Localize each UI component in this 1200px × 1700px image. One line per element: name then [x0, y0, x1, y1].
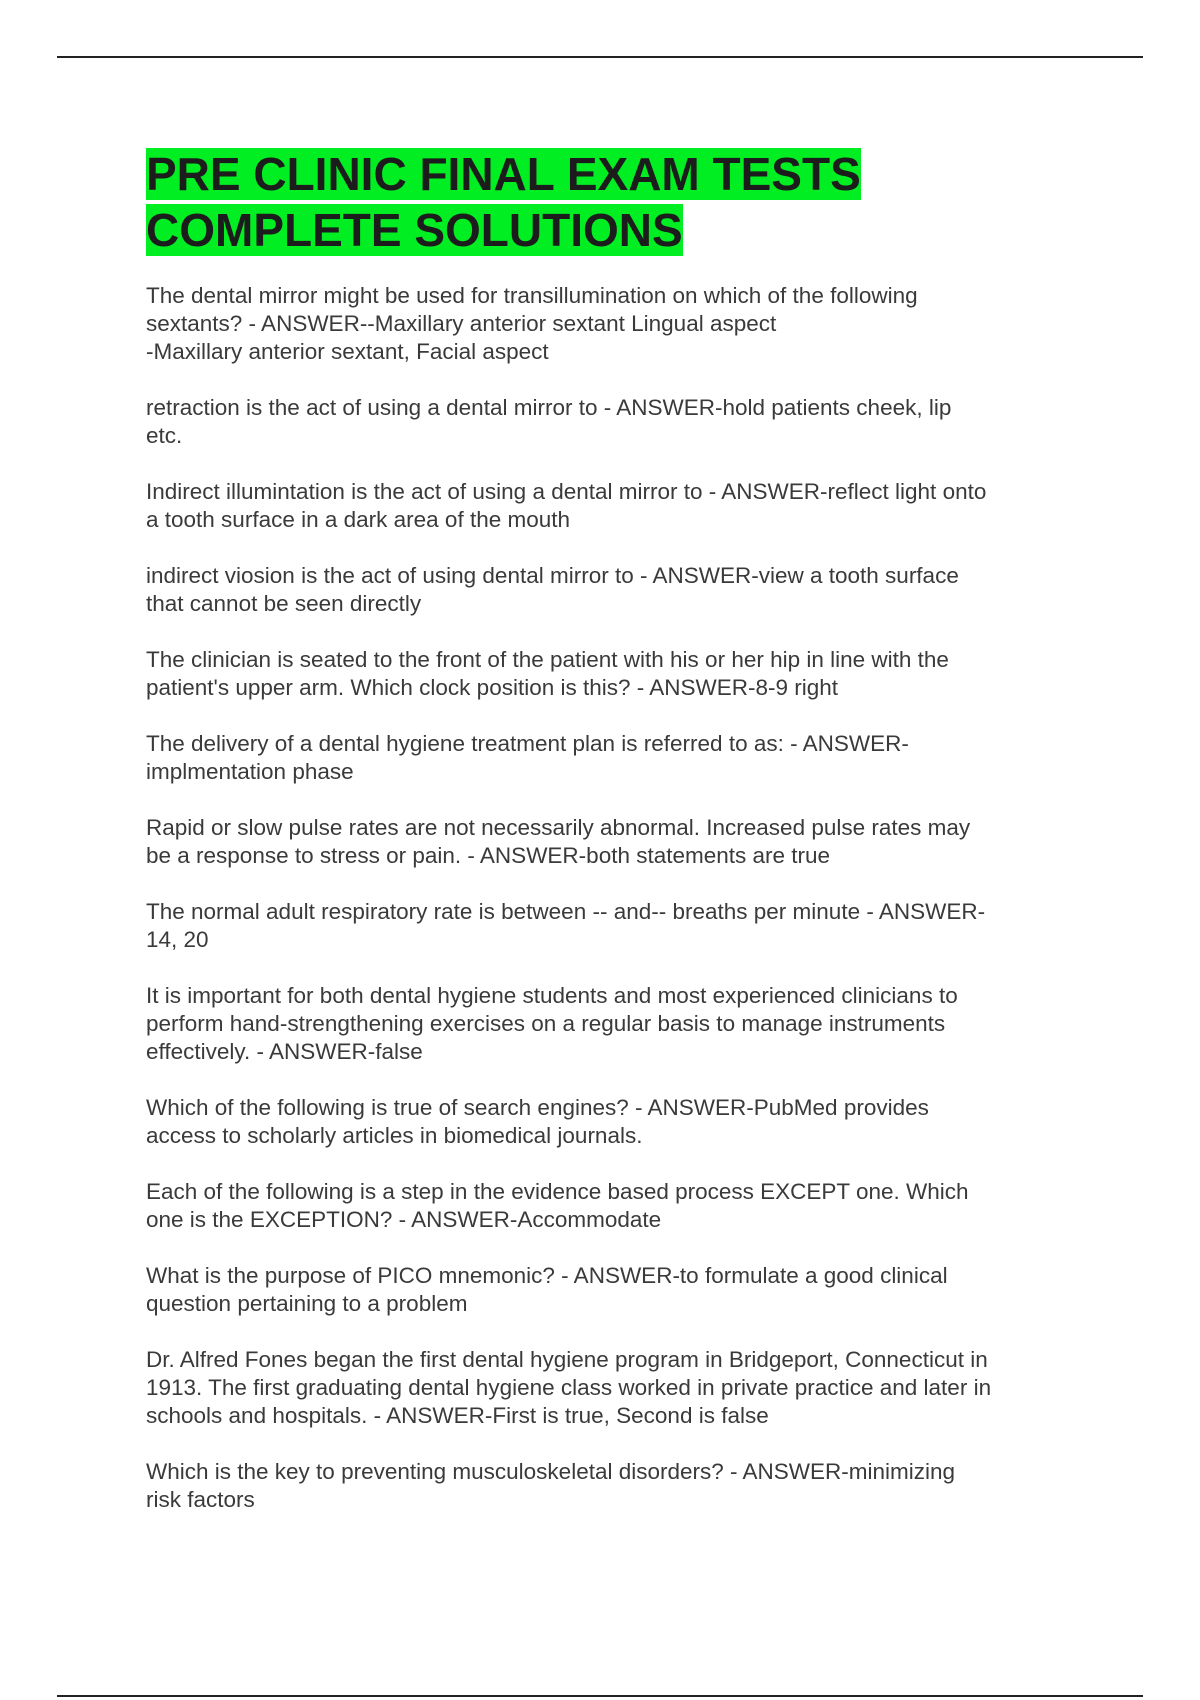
qa-item-2: retraction is the act of using a dental mirror to - ANSWER-hold patients cheek, lip etc.	[146, 395, 952, 448]
qa-item-14: Which is the key to preventing musculoskeletal disorders? - ANSWER-minimizing risk factors	[146, 1459, 956, 1512]
qa-item-10: Which of the following is true of search engines? - ANSWER-PubMed provides access to scholarly articles in biomedical journals.	[146, 1095, 929, 1148]
qa-item-11: Each of the following is a step in the evidence based process EXCEPT one. Which one is the EXCEPTION? - ANSWER-Accommodate	[146, 1179, 969, 1232]
qa-item-5: The clinician is seated to the front of the patient with his or her hip in line with the patient's upper arm. Which clock position is this? - ANSWER-8-9 right	[146, 647, 949, 700]
title-line-2: COMPLETE SOLUTIONS	[146, 204, 683, 256]
qa-item-6: The delivery of a dental hygiene treatment plan is referred to as: - ANSWER- implmentation phase	[146, 731, 909, 784]
qa-item-1: The dental mirror might be used for transillumination on which of the following sextants? - ANSWER--Maxillary anterior sextant Lingual aspect -Maxillary anterior sextant, Facial aspect	[146, 283, 918, 364]
document-body	[146, 146, 1066, 1542]
qa-item-8: The normal adult respiratory rate is between -- and-- breaths per minute - ANSWER- 14, 20	[146, 899, 986, 952]
top-rule	[57, 56, 1143, 58]
qa-item-7: Rapid or slow pulse rates are not necessarily abnormal. Increased pulse rates may be a response to stress or pain. - ANSWER-both statements are true	[146, 815, 971, 868]
qa-item-4: indirect viosion is the act of using dental mirror to - ANSWER-view a tooth surface that cannot be seen directly	[146, 563, 959, 616]
bottom-rule	[57, 1695, 1143, 1697]
qa-item-13: Dr. Alfred Fones began the first dental hygiene program in Bridgeport, Connecticut in 1913. The first graduating dental hygiene class worked in private practice and later in schools and hospitals. - ANSWER-First is true, Second is false	[146, 1347, 992, 1428]
title-line-1: PRE CLINIC FINAL EXAM TESTS	[146, 148, 861, 200]
document-title	[146, 146, 1066, 258]
qa-item-3: Indirect illumintation is the act of using a dental mirror to - ANSWER-reflect light onto a tooth surface in a dark area of the mouth	[146, 479, 987, 532]
qa-item-9: It is important for both dental hygiene students and most experienced clinicians to perform hand-strengthening exercises on a regular basis to manage instruments effectively. - ANSWER-false	[146, 983, 958, 1064]
qa-item-12: What is the purpose of PICO mnemonic? - ANSWER-to formulate a good clinical question pertaining to a problem	[146, 1263, 948, 1316]
